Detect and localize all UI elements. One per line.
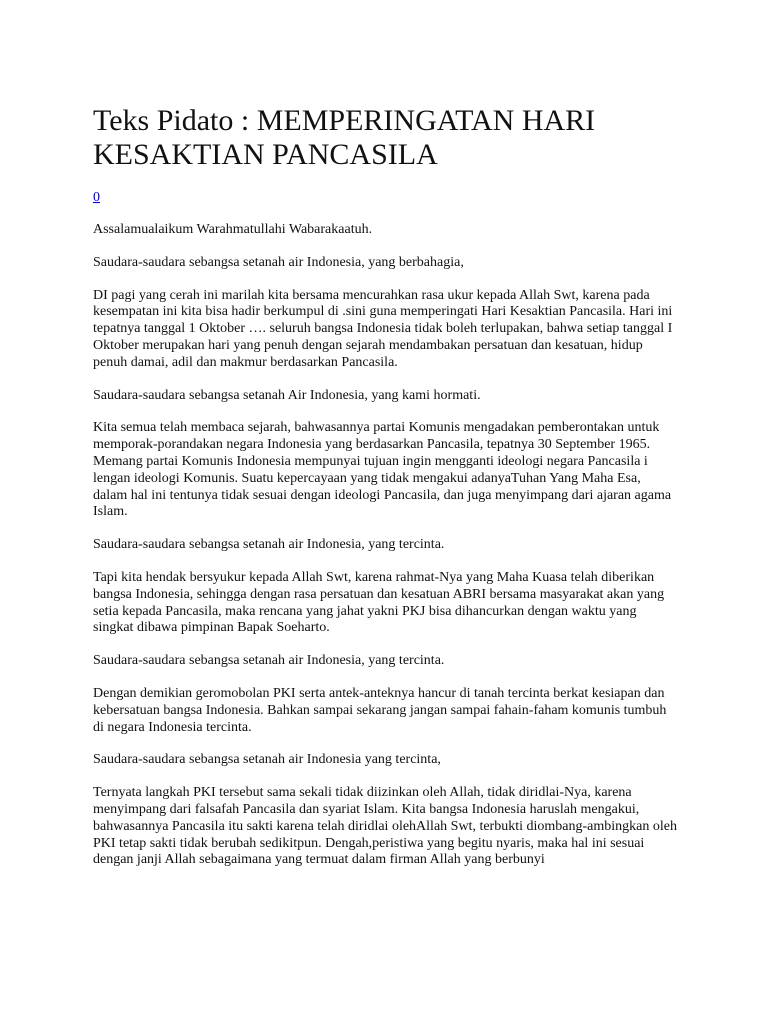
paragraph-salutation: Saudara-saudara sebangsa setanah air Indonesia, yang tercinta. [93, 537, 445, 553]
paragraph-salutation: Saudara-saudara sebangsa setanah air Indonesia, yang berbahagia, [93, 254, 464, 270]
paragraph-salutation: Saudara-saudara sebangsa setanah air Indonesia yang tercinta, [93, 752, 441, 768]
paragraph-salutation: Saudara-saudara sebangsa setanah Air Indonesia, yang kami hormati. [93, 387, 481, 403]
paragraph-body: Dengan demikian geromobolan PKI serta antek-anteknya hancur di tanah tercinta berkat kesiapan dan kebersatuan bangsa Indonesia. Bahkan sampai sekarang jangan sampai fahain-faham komunis tumbuh di negara Indonesia tercinta. [93, 685, 667, 735]
article-body [93, 222, 678, 869]
comment-count-link[interactable]: 0 [93, 190, 100, 205]
paragraph-body: Tapi kita hendak bersyukur kepada Allah Swt, karena rahmat-Nya yang Maha Kuasa telah diberikan bangsa Indonesia, sehingga dengan rasa persatuan dan kesatuan ABRI bersama masyarakat akan yang setia kepada Pancasila, maka rencana yang jahat yakni PKJ bisa dihancurkan dengan waktu yang singkat dibawa pimpinan Bapak Soeharto. [93, 569, 665, 636]
paragraph-salutation: Saudara-saudara sebangsa setanah air Indonesia, yang tercinta. [93, 653, 445, 669]
paragraph-body: DI pagi yang cerah ini marilah kita bersama mencurahkan rasa ukur kepada Allah Swt, karena pada kesempatan ini kita bisa hadir berkumpul di .sini guna memperingati Hari Kesaktian Pancasila. Hari ini tepatnya tanggal 1 Oktober …. seluruh bangsa Indonesia tidak boleh terlupakan, bahwa setiap tanggal I Oktober merupakan hari yang penuh dengan sejarah mendambakan persatuan dan kesatuan, hidup penuh damai, adil dan makmur berdasarkan Pancasila. [93, 287, 673, 370]
page-title: Teks Pidato : MEMPERINGATAN HARI KESAKTIAN PANCASILA [93, 104, 596, 171]
paragraph-body: Kita semua telah membaca sejarah, bahwasannya partai Komunis mengadakan pemberontakan untuk memporak-porandakan negara Indonesia yang berdasarkan Pancasila, tepatnya 30 September 1965. Memang partai Komunis Indonesia mempunyai tujuan ingin mengganti ideologi negara Pancasila i lengan ideologi Komunis. Suatu kepercayaan yang tidak mengakui adanyaTuhan Yang Maha Esa, dalam hal ini tentunya tidak sesuai dengan ideologi Pancasila, dan juga menyimpang dari ajaran agama Islam. [93, 420, 672, 520]
paragraph-greeting: Assalamualaikum Warahmatullahi Wabarakaatuh. [93, 222, 373, 237]
paragraph-body: Ternyata langkah PKI tersebut sama sekali tidak diizinkan oleh Allah, tidak diridlai-Nya, karena menyimpang dari falsafah Pancasila dan syariat Islam. Kita bangsa Indonesia haruslah mengakui, bahwasannya Pancasila itu sakti karena telah diridlai olehAllah Swt, terbukti diombang-ambingkan oleh PKI tetap sakti tidak berubah sedikitpun. Dengah,peristiwa yang begitu nyaris, maka hal ini sesuai dengan janji Allah sebagaimana yang termuat dalam firman Allah yang berbunyi [93, 785, 677, 868]
